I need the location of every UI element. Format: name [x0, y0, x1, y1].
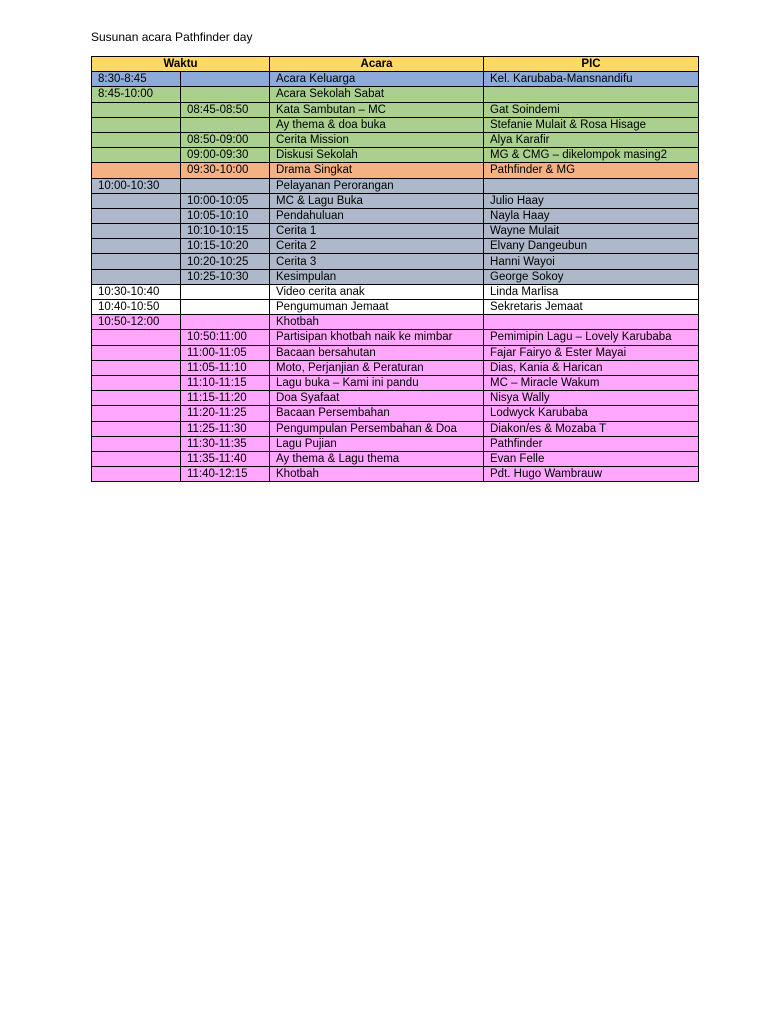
cell-pic: Kel. Karubaba-Mansnandifu: [484, 72, 699, 87]
cell-waktu: [92, 421, 181, 436]
header-pic: PIC: [484, 57, 699, 72]
cell-acara: Pendahuluan: [270, 208, 484, 223]
cell-acara: Khotbah: [270, 315, 484, 330]
cell-pic: MC – Miracle Wakum: [484, 375, 699, 390]
cell-acara: Diskusi Sekolah: [270, 148, 484, 163]
cell-acara: Doa Syafaat: [270, 391, 484, 406]
cell-acara: Pengumuman Jemaat: [270, 300, 484, 315]
table-row: [92, 391, 699, 406]
table-row: [92, 345, 699, 360]
cell-sub-waktu: 11:40-12:15: [181, 467, 270, 482]
cell-waktu: [92, 132, 181, 147]
cell-acara: Pelayanan Perorangan: [270, 178, 484, 193]
cell-sub-waktu: [181, 300, 270, 315]
cell-acara: Bacaan bersahutan: [270, 345, 484, 360]
cell-acara: Cerita 2: [270, 239, 484, 254]
cell-sub-waktu: 10:15-10:20: [181, 239, 270, 254]
cell-acara: Acara Keluarga: [270, 72, 484, 87]
cell-waktu: [92, 224, 181, 239]
cell-acara: Ay thema & doa buka: [270, 117, 484, 132]
cell-pic: Pemimipin Lagu – Lovely Karubaba: [484, 330, 699, 345]
cell-waktu: 10:50-12:00: [92, 315, 181, 330]
cell-sub-waktu: [181, 178, 270, 193]
cell-pic: MG & CMG – dikelompok masing2: [484, 148, 699, 163]
cell-sub-waktu: 10:20-10:25: [181, 254, 270, 269]
cell-acara: Partisipan khotbah naik ke mimbar: [270, 330, 484, 345]
cell-pic: [484, 315, 699, 330]
cell-pic: Julio Haay: [484, 193, 699, 208]
cell-waktu: [92, 102, 181, 117]
table-row: [92, 315, 699, 330]
table-row: [92, 375, 699, 390]
cell-sub-waktu: 11:00-11:05: [181, 345, 270, 360]
cell-sub-waktu: [181, 117, 270, 132]
cell-pic: Dias, Kania & Harican: [484, 360, 699, 375]
cell-waktu: 8:45-10:00: [92, 87, 181, 102]
cell-sub-waktu: [181, 284, 270, 299]
cell-waktu: [92, 345, 181, 360]
cell-waktu: [92, 254, 181, 269]
table-row: [92, 269, 699, 284]
cell-waktu: 10:40-10:50: [92, 300, 181, 315]
table-row: [92, 421, 699, 436]
cell-acara: Kesimpulan: [270, 269, 484, 284]
cell-waktu: [92, 391, 181, 406]
cell-waktu: [92, 163, 181, 178]
cell-sub-waktu: 11:25-11:30: [181, 421, 270, 436]
table-row: [92, 406, 699, 421]
table-row: [92, 300, 699, 315]
table-row: [92, 72, 699, 87]
cell-sub-waktu: 09:30-10:00: [181, 163, 270, 178]
cell-waktu: [92, 406, 181, 421]
cell-waktu: [92, 208, 181, 223]
table-row: [92, 284, 699, 299]
table-row: [92, 208, 699, 223]
table-header-row: [92, 57, 699, 72]
cell-pic: Nayla Haay: [484, 208, 699, 223]
cell-sub-waktu: [181, 315, 270, 330]
cell-acara: Khotbah: [270, 467, 484, 482]
cell-waktu: 8:30-8:45: [92, 72, 181, 87]
cell-pic: Lodwyck Karubaba: [484, 406, 699, 421]
cell-acara: Lagu buka – Kami ini pandu: [270, 375, 484, 390]
cell-acara: Bacaan Persembahan: [270, 406, 484, 421]
cell-pic: Gat Soindemi: [484, 102, 699, 117]
cell-sub-waktu: 09:00-09:30: [181, 148, 270, 163]
cell-sub-waktu: 10:00-10:05: [181, 193, 270, 208]
cell-acara: Ay thema & Lagu thema: [270, 451, 484, 466]
cell-pic: [484, 87, 699, 102]
cell-waktu: [92, 148, 181, 163]
header-acara: Acara: [270, 57, 484, 72]
cell-acara: Pengumpulan Persembahan & Doa: [270, 421, 484, 436]
table-row: [92, 148, 699, 163]
schedule-body: [92, 72, 699, 482]
table-row: [92, 360, 699, 375]
cell-sub-waktu: [181, 87, 270, 102]
cell-acara: Moto, Perjanjian & Peraturan: [270, 360, 484, 375]
cell-waktu: 10:00-10:30: [92, 178, 181, 193]
cell-sub-waktu: 10:25-10:30: [181, 269, 270, 284]
cell-acara: Cerita 3: [270, 254, 484, 269]
cell-sub-waktu: [181, 72, 270, 87]
cell-sub-waktu: 11:05-11:10: [181, 360, 270, 375]
cell-waktu: [92, 330, 181, 345]
cell-pic: George Sokoy: [484, 269, 699, 284]
cell-pic: Pathfinder & MG: [484, 163, 699, 178]
cell-pic: Hanni Wayoi: [484, 254, 699, 269]
cell-waktu: [92, 239, 181, 254]
cell-acara: Acara Sekolah Sabat: [270, 87, 484, 102]
cell-sub-waktu: 08:45-08:50: [181, 102, 270, 117]
cell-sub-waktu: 10:05-10:10: [181, 208, 270, 223]
cell-pic: Elvany Dangeubun: [484, 239, 699, 254]
table-row: [92, 163, 699, 178]
cell-waktu: [92, 375, 181, 390]
cell-pic: Sekretaris Jemaat: [484, 300, 699, 315]
table-row: [92, 451, 699, 466]
cell-acara: MC & Lagu Buka: [270, 193, 484, 208]
cell-pic: Nisya Wally: [484, 391, 699, 406]
table-row: [92, 224, 699, 239]
cell-pic: Linda Marlisa: [484, 284, 699, 299]
table-row: [92, 467, 699, 482]
document-title: Susunan acara Pathfinder day: [91, 30, 253, 44]
cell-pic: Stefanie Mulait & Rosa Hisage: [484, 117, 699, 132]
header-waktu: Waktu: [92, 57, 270, 72]
cell-sub-waktu: 11:35-11:40: [181, 451, 270, 466]
cell-sub-waktu: 10:10-10:15: [181, 224, 270, 239]
table-row: [92, 436, 699, 451]
cell-acara: Kata Sambutan – MC: [270, 102, 484, 117]
cell-waktu: [92, 117, 181, 132]
cell-acara: Cerita 1: [270, 224, 484, 239]
cell-acara: Cerita Mission: [270, 132, 484, 147]
cell-waktu: [92, 193, 181, 208]
cell-sub-waktu: 11:15-11:20: [181, 391, 270, 406]
cell-sub-waktu: 11:20-11:25: [181, 406, 270, 421]
cell-pic: Fajar Fairyo & Ester Mayai: [484, 345, 699, 360]
table-row: [92, 193, 699, 208]
table-row: [92, 117, 699, 132]
cell-pic: Pdt. Hugo Wambrauw: [484, 467, 699, 482]
table-row: [92, 102, 699, 117]
table-row: [92, 178, 699, 193]
cell-waktu: [92, 451, 181, 466]
table-row: [92, 87, 699, 102]
table-row: [92, 239, 699, 254]
table-row: [92, 254, 699, 269]
cell-pic: Pathfinder: [484, 436, 699, 451]
cell-sub-waktu: 08:50-09:00: [181, 132, 270, 147]
cell-waktu: [92, 436, 181, 451]
schedule-table: [91, 56, 699, 482]
cell-waktu: 10:30-10:40: [92, 284, 181, 299]
cell-pic: [484, 178, 699, 193]
cell-acara: Video cerita anak: [270, 284, 484, 299]
cell-sub-waktu: 10:50:11:00: [181, 330, 270, 345]
cell-waktu: [92, 467, 181, 482]
cell-pic: Diakon/es & Mozaba T: [484, 421, 699, 436]
cell-acara: Lagu Pujian: [270, 436, 484, 451]
table-row: [92, 330, 699, 345]
cell-sub-waktu: 11:30-11:35: [181, 436, 270, 451]
cell-waktu: [92, 269, 181, 284]
cell-pic: Alya Karafir: [484, 132, 699, 147]
table-row: [92, 132, 699, 147]
cell-acara: Drama Singkat: [270, 163, 484, 178]
cell-sub-waktu: 11:10-11:15: [181, 375, 270, 390]
cell-waktu: [92, 360, 181, 375]
cell-pic: Wayne Mulait: [484, 224, 699, 239]
cell-pic: Evan Felle: [484, 451, 699, 466]
